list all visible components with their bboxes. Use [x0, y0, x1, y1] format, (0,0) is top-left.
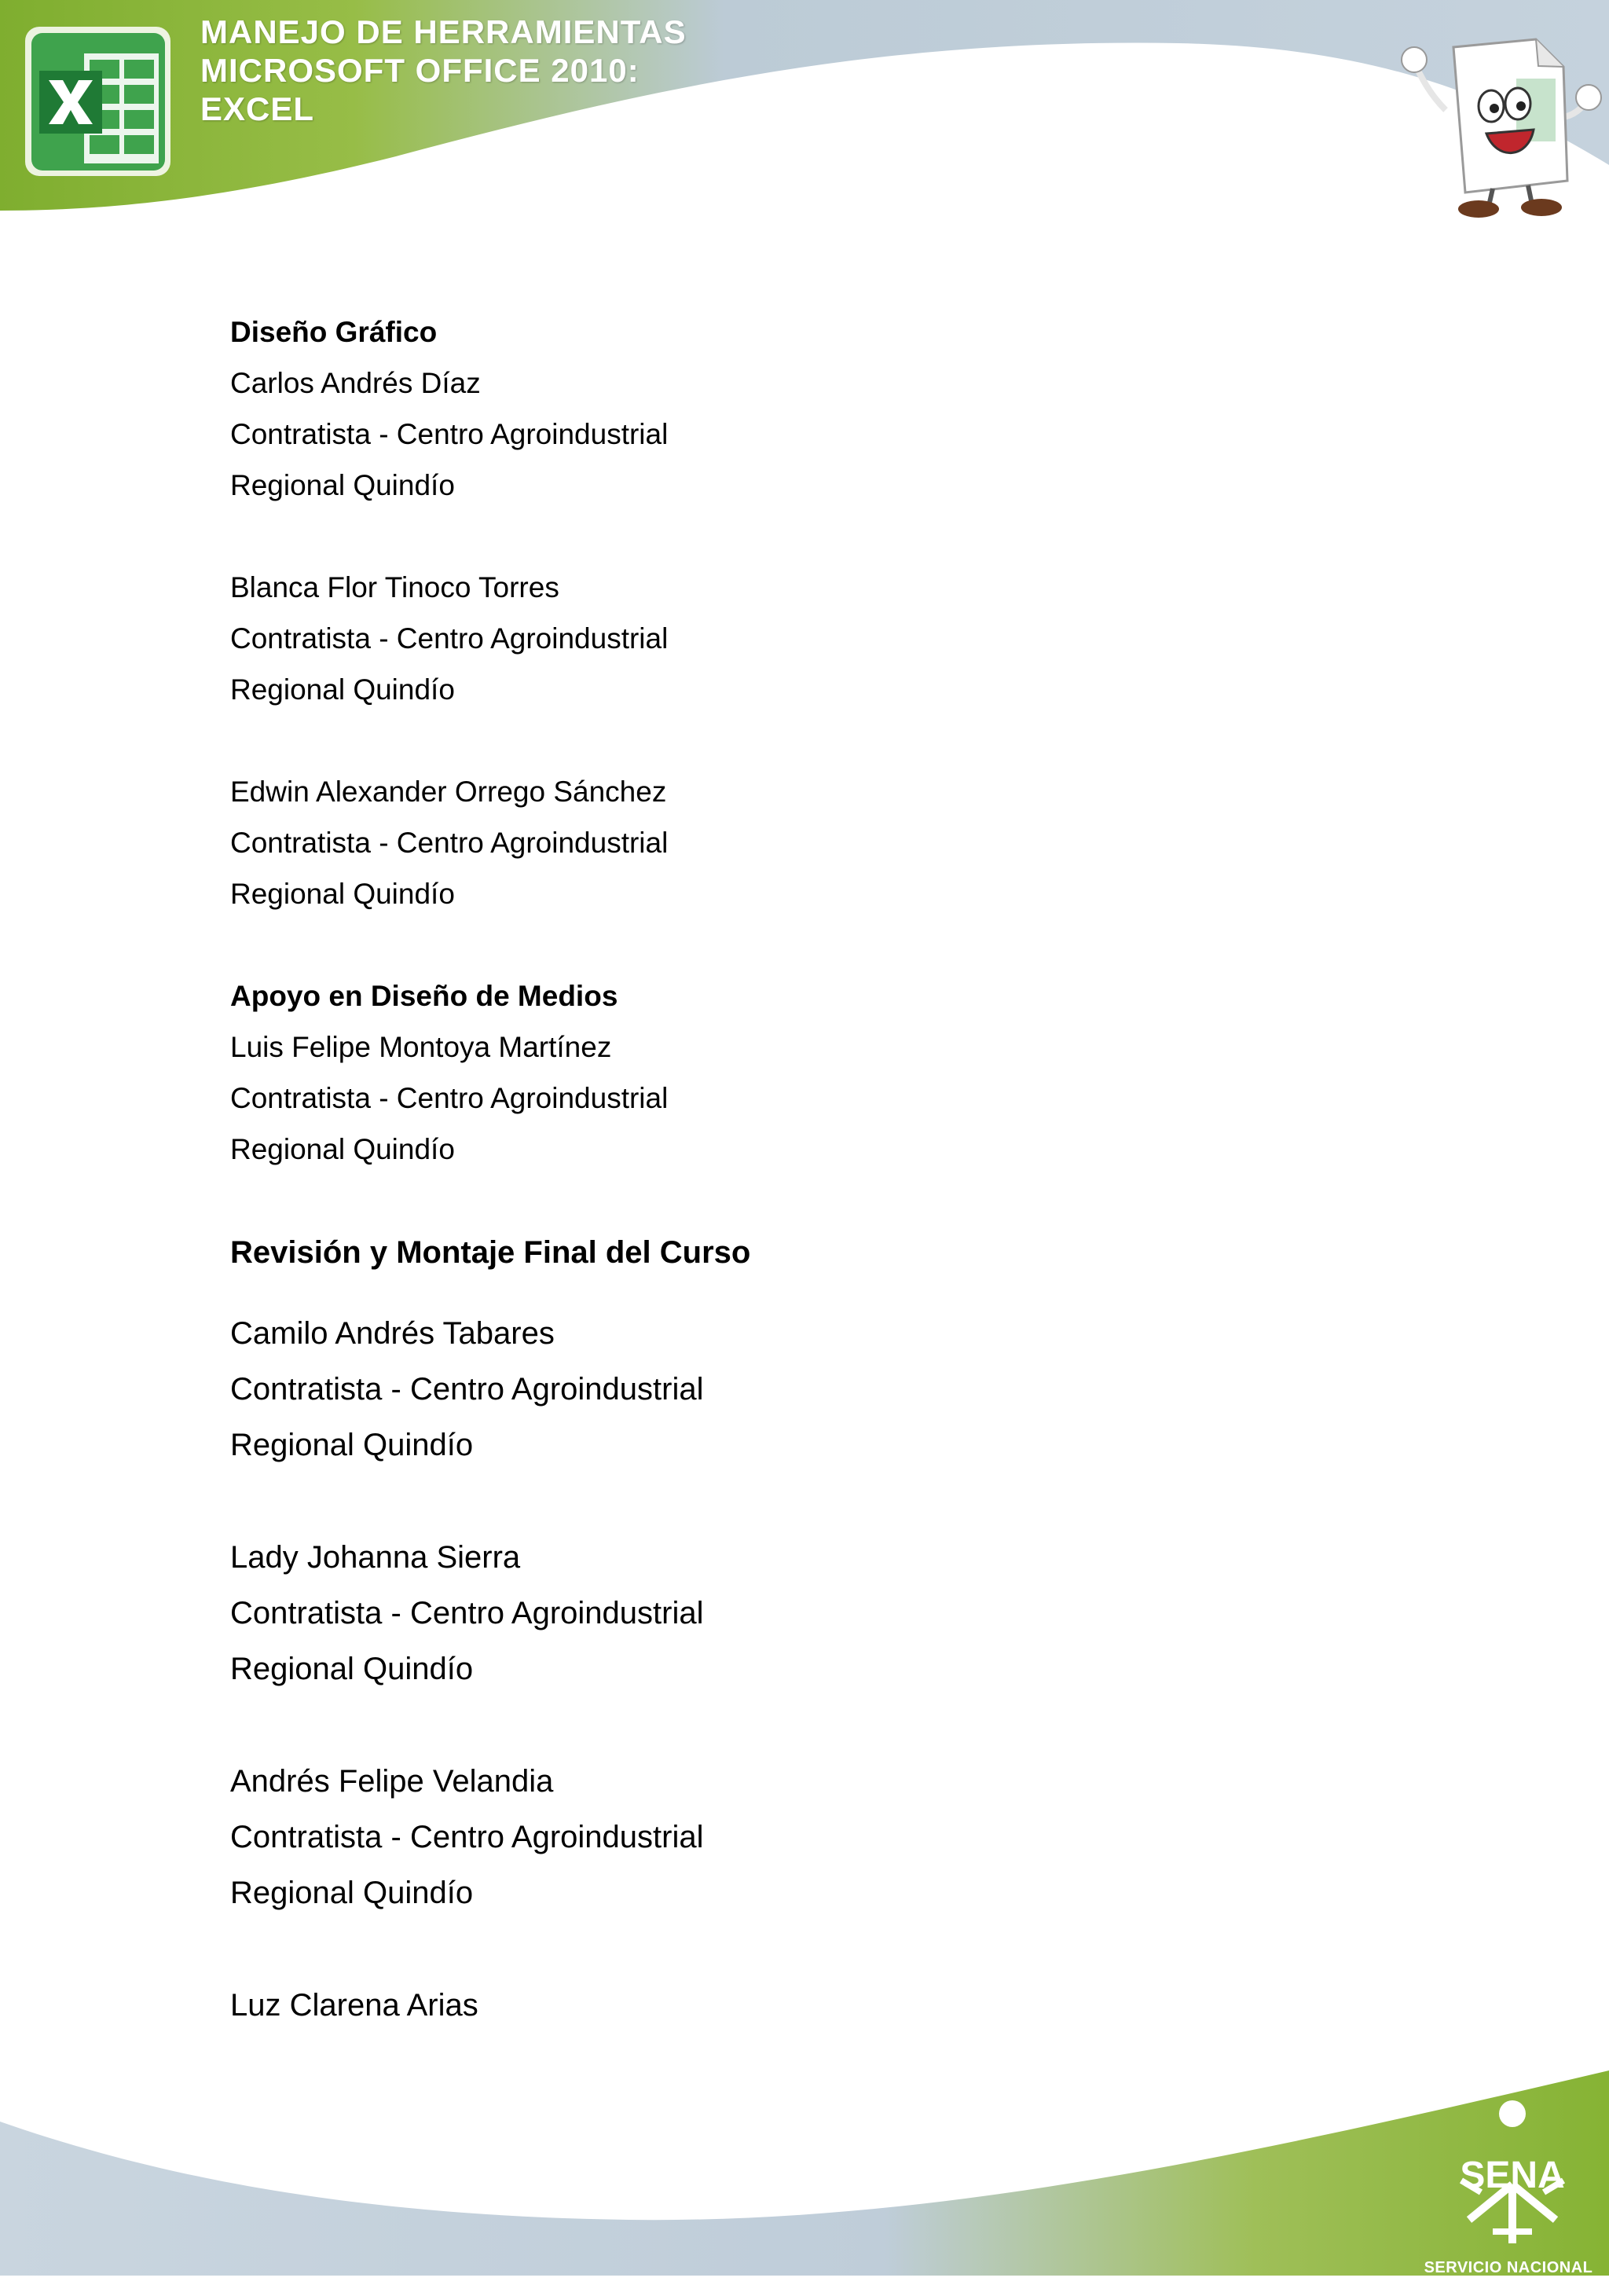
credits-content — [230, 306, 1409, 2034]
person-role: Contratista - Centro Agroindustrial — [230, 1596, 704, 1630]
spacer — [230, 919, 1409, 970]
person-name: Luis Felipe Montoya Martínez — [230, 1031, 612, 1063]
person-region: Regional Quindío — [230, 673, 455, 706]
course-title — [200, 13, 687, 128]
person-entry — [230, 1978, 1409, 2034]
person-name: Edwin Alexander Orrego Sánchez — [230, 776, 667, 808]
spacer — [230, 511, 1409, 562]
spacer — [230, 1921, 1409, 1978]
section-apoyo-diseno-medios — [230, 970, 1409, 1175]
person-region: Regional Quindío — [230, 1428, 474, 1462]
section-revision-montaje — [230, 1225, 1409, 2034]
person-region: Regional Quindío — [230, 1133, 455, 1165]
section-title: Revisión y Montaje Final del Curso — [230, 1235, 751, 1270]
person-name: Lady Johanna Sierra — [230, 1540, 521, 1575]
person-role: Contratista - Centro Agroindustrial — [230, 827, 669, 859]
footer-banner — [0, 2059, 1609, 2295]
document-mascot-icon — [1398, 31, 1603, 220]
course-title-line-3: EXCEL — [200, 90, 315, 127]
person-entry — [230, 1530, 1409, 1697]
footer-background — [0, 2059, 1609, 2276]
section-title: Apoyo en Diseño de Medios — [230, 980, 618, 1012]
course-title-line-1: MANEJO DE HERRAMIENTAS — [200, 13, 687, 50]
person-name: Carlos Andrés Díaz — [230, 367, 481, 399]
person-name: Camilo Andrés Tabares — [230, 1316, 555, 1351]
person-role: Contratista - Centro Agroindustrial — [230, 1082, 669, 1114]
person-name: Blanca Flor Tinoco Torres — [230, 571, 559, 603]
sena-tagline — [1414, 2258, 1603, 2296]
course-title-line-2: MICROSOFT OFFICE 2010: — [200, 52, 640, 89]
sena-tagline-line-1: SERVICIO NACIONAL — [1424, 2259, 1593, 2276]
sena-wordmark-text: SENA — [1460, 2155, 1565, 2194]
header-banner — [0, 0, 1609, 236]
person-role: Contratista - Centro Agroindustrial — [230, 418, 669, 450]
spacer — [230, 715, 1409, 766]
person-role: Contratista - Centro Agroindustrial — [230, 1372, 704, 1407]
sena-tagline-line-2: DE APRENDIZAJE — [1437, 2278, 1580, 2295]
excel-logo-icon — [17, 22, 178, 183]
person-name: Andrés Felipe Velandia — [230, 1764, 554, 1799]
person-entry — [230, 1754, 1409, 1921]
person-role: Contratista - Centro Agroindustrial — [230, 622, 669, 655]
section-title: Diseño Gráfico — [230, 316, 438, 348]
person-entry — [230, 1306, 1409, 1473]
spacer — [230, 1697, 1409, 1754]
person-region: Regional Quindío — [230, 469, 455, 501]
section-diseno-grafico — [230, 306, 1409, 970]
person-name: Luz Clarena Arias — [230, 1988, 478, 2023]
person-region: Regional Quindío — [230, 1876, 474, 1910]
person-region: Regional Quindío — [230, 1652, 474, 1686]
sena-wordmark — [1414, 2155, 1603, 2194]
person-region: Regional Quindío — [230, 878, 455, 910]
person-role: Contratista - Centro Agroindustrial — [230, 1820, 704, 1854]
spacer — [230, 1473, 1409, 1530]
